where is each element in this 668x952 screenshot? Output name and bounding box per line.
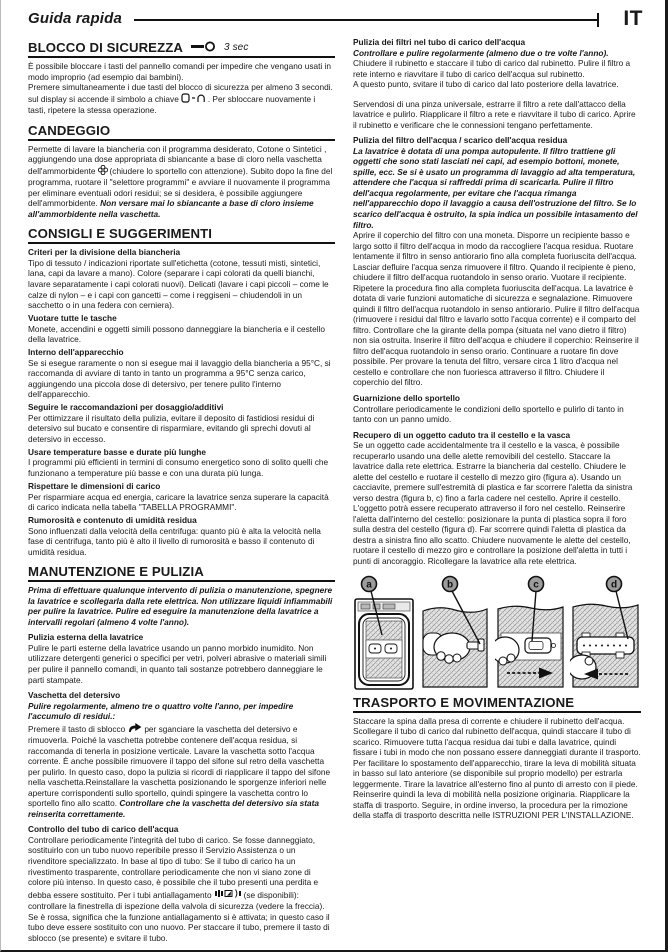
- subsection-heading: Guarnizione dello sportello: [353, 393, 460, 403]
- paragraph: Se un oggetto cade accidentalmente tra il cestello e la vasca, è possibile recuperarlo usando una delle alette removibili del cestello. Staccare la lavatrice dalla rete elettrica. Estrarre la biancheria dal cestello. Chiudere le alette del cestello e ruotare il cestello di mezzo giro (figura a). Usando un cacciavite, premere sull'estremità di plastica e far scorrere l'aletta da sinistra verso destra (figura b, c) fino a farla cadere nel cestello. Aprire il cestello. L'oggetto potrà essere recuperato attraverso il foro nel cestello. Reinserire l'aletta dall'interno del cestello: posizionare la punta di plastica sopra il foro sulla destra del cestello (figura d). Far scorrere quindi l'aletta di plastica da destra a sinistra fino allo scatto. Chiudere nuovamente le alette del cestello, ruotare il cestello di mezzo giro e controllare la posizione dell'aletta in tutti i punti di ancoraggio. Ricollegare la lavatrice alla rete elettrica.: [353, 440, 633, 566]
- paragraph-text: per sganciare la vaschetta del detersivo e rimuoverla. Poiché la vaschetta potrebbe contenere dell'acqua residua, si raccomanda di tenerla in posizione verticale. Lavare la vaschetta sotto l'acqua corrente. È anche possibile rimuovere il tappo del sifone sul retro della vaschetta per pulirlo. In questo caso, dopo la pulizia si ricordi di riapplicare il tappo del sifone nella vaschetta.Reinstallare la vaschetta posizionando le sporgenze inferiori nelle aperture corrispondenti sullo sportello, quindi spingere la vaschetta contro lo sportello fino allo scatto.: [28, 723, 331, 809]
- warning-paragraph: Prima di effettuare qualunque intervento di pulizia o manutenzione, spegnere la lavatrice e scollegarla dalla rete elettrica. Non utilizzare liquidi infiammabili per pulire la lavatrice. Pulire ed eseguire la manutenzione della lavatrice a intervalli regolari (almeno 4 volte l'anno).: [28, 585, 333, 627]
- paragraph: Per risparmiare acqua ed energia, caricare la lavatrice senza superare la capacità di carico indicata nella tabella "TABELLA PROGRAMMI".: [28, 491, 329, 513]
- curved-arrow-icon: [127, 722, 142, 736]
- figure-label-a: a: [366, 579, 372, 590]
- two-column-layout: [28, 37, 643, 943]
- subsection-heading: Recupero di un oggetto caduto tra il cestello e la vasca: [353, 429, 571, 440]
- paragraph: [28, 82, 335, 116]
- spacer: [353, 90, 641, 99]
- section-title-note: 3 sec: [224, 42, 249, 53]
- language-badge: IT: [623, 7, 643, 30]
- section-title-text: TRASPORTO E MOVIMENTAZIONE: [353, 694, 575, 710]
- section-title-trasporto: [353, 695, 641, 713]
- section-title-manutenzione: [28, 564, 335, 582]
- warning-text: Controllare che la vaschetta del detersivo sia stata reinserita correttamente.: [28, 798, 319, 819]
- antiflood-hose-icon: [214, 888, 242, 902]
- subsection-heading: Rumorosità e contenuto di umidità residua: [28, 515, 197, 526]
- warning-text: Non versare mai lo sbiancante a base di cloro insieme all'ammorbidente nella vaschetta.: [28, 198, 314, 219]
- paragraph-text: Controllare periodicamente l'integrità del tubo di carico. Se fosse danneggiato, sostituirlo con un tubo nuovo reperibile presso il Servizio Assistenza o un rivenditore specializzato. In base al tipo di tubo: Se il tubo di carico ha un rivestimento trasparente, controllare periodicamente che non vi siano zone di colore più intenso. In questo caso, è possibile che il tubo presenti una perdita e debba essere sostituito. Per i tubi antiallagamento: [28, 834, 319, 900]
- section-title-blocco-di-sicurezza: [28, 40, 335, 58]
- section-title-text: MANUTENZIONE E PULIZIA: [28, 564, 204, 580]
- paragraph-text: (chiudere lo sportello con attenzione). Subito dopo la fine del programma, ruotare il "selettore programmi" e avviare il nuovamente il programma per eliminare eventuali odori residui; se si desidera, è possibile aggiungere dell'ammorbidente.: [28, 165, 333, 209]
- figure-label-d: d: [610, 579, 618, 590]
- subsection-heading: Pulizia dei filtri nel tubo di carico dell'acqua: [353, 37, 526, 47]
- right-column: [353, 37, 641, 943]
- warning-paragraph: Controllare e pulire regolarmente (almeno due o tre volte l'anno).: [353, 47, 609, 58]
- paragraph: È possibile bloccare i tasti del pannello comandi per impedire che vengano usati in modo improprio (ad esempio dai bambini).: [28, 61, 332, 82]
- page-header: [28, 7, 643, 35]
- subsection-heading: Pulizia del filtro dell'acqua / scarico dell'acqua residua: [353, 135, 568, 146]
- key-icon: [190, 40, 217, 55]
- subsection-heading: Criteri per la divisione della biancheria: [28, 247, 181, 258]
- page-title: Guida rapida: [28, 10, 123, 27]
- subsection-heading: Seguire le raccomandazioni per dosaggio/additivi: [28, 402, 224, 413]
- paragraph: Tipo di tessuto / indicazioni riportate sull'etichetta (cotone, tessuti misti, sintetici, lana, capi da lavare a mano). Colore (separare i capi colorati da quelli bianchi, lavare separatamente i capi colorati nuovi). Delicati (lavare i capi piccoli – come le calze di nylon – e i capi con gancetti – come i reggiseni – chiudendoli in un sacchetto o in una federa con cerniera).: [28, 257, 329, 311]
- subsection-heading: Vaschetta del detersivo: [28, 690, 121, 701]
- paragraph-text: (se disponibili): controllare la finestrella di ispezione della valvola di sicurezza (vedere la freccia). Se è rossa, significa che la funzione antiallagamento si è attivata; in questo caso il tubo deve essere sostituito con uno nuovo. Per staccare il tubo, premere il tasto di sblocco (se presente) e svitare il tubo.: [28, 889, 330, 943]
- display-key-symbol-icon: [181, 93, 206, 106]
- section-title-text: BLOCCO DI SICUREZZA: [28, 40, 184, 55]
- figure-c-slide-right-illustration: [495, 575, 566, 691]
- section-title-text: CANDEGGIO: [28, 122, 111, 138]
- paragraph: Sono influenzati dalla velocità della centrifuga: quanto più è alta la velocità nella fase di centrifuga, tanto più è alto il livello di rumorosità e basso il contenuto di umidità residua.: [28, 525, 321, 557]
- paragraph: Se si esegue raramente o non si esegue mai il lavaggio della biancheria a 95°C, si raccomanda di avviare di tanto in tanto un programma a 95°C senza carico, aggiungendo una piccola dose di detersivo, per tenere pulito l'interno dell'apparecchio.: [28, 357, 331, 400]
- section-title-text: CONSIGLI E SUGGERIMENTI: [28, 226, 213, 242]
- paragraph-text: Permette di lavare la biancheria con il programma desiderato, Cotone o Sintetici , aggiungendo una dose appropriata di sbiancante a base di cloro nella vaschetta dell'ammorbidente: [28, 143, 327, 176]
- subsection-heading: Pulizia esterna della lavatrice: [28, 632, 144, 643]
- paragraph: Servendosi di una pinza universale, estrarre il filtro a rete dall'attacco della lavatrice e pulirlo. Riapplicare il filtro a rete e riavvitare il tubo di carico. Aprire il rubinetto e verificare che le connessioni tengano perfettamente.: [353, 98, 636, 130]
- subsection-heading: Interno dell'apparecchio: [28, 347, 124, 358]
- paragraph: Controllare periodicamente le condizioni dello sportello e pulirlo di tanto in tanto con un panno umido.: [353, 403, 624, 425]
- paragraph: [28, 722, 335, 820]
- paragraph: Monete, accendini e oggetti simili possono danneggiare la biancheria e il cestello della lavatrice.: [28, 323, 326, 345]
- warning-paragraph: Pulire regolarmente, almeno tre o quattro volte l'anno, per impedire l'accumulo di residui.:: [28, 700, 294, 722]
- subsection-heading: Usare temperature basse e durate più lunghe: [28, 446, 206, 457]
- paragraph: Aprire il coperchio del filtro con una moneta. Disporre un recipiente basso e largo sotto il filtro dell'acqua in modo da raccogliere l'acqua residua. Ruotare lentamente il filtro in senso antiorario fino alla completa fuoriuscita dell'acqua. Lasciar defluire l'acqua senza rimuovere il filtro. Quando il recipiente è pieno, chiudere il filtro dell'acqua ruotandolo in senso orario. Vuotare il recipiente. Ripetere la procedura fino alla completa fuoriuscita dell'acqua. La lavatrice è dotata di varie funzioni automatiche di sicurezza e segnalazione. Rimuovere quindi il filtro dell'acqua ruotandolo in senso antiorario. Pulire il filtro dell'acqua (rimuovere i residui dal filtro e lavarlo sotto l'acqua corrente) e il comparto del filtro. Controllare che la girante della pompa (situata nel vano dietro il filtro) non sia ostruita. Inserire il filtro dell'acqua e chiudere il coperchio: Reinserire il filtro dell'acqua ruotandolo in senso orario. Continuare a ruotare fin dove possibile. Per provare la tenuta del filtro, versare circa 1 litro d'acqua nel cestello e controllare che non fuoriesca attraverso il filtro. Chiudere il coperchio del filtro.: [353, 230, 640, 388]
- figure-label-b: b: [447, 579, 454, 590]
- warning-paragraph: La lavatrice è dotata di una pompa autopulente. Il filtro trattiene gli oggetti che sono stati lasciati nei capi, ad esempio bottoni, monete, spille, ecc. Se si è usato un programma di lavaggio ad alta temperatura, attendere che l'acqua si raffreddi prima di scaricarla. Pulire il filtro dell'acqua regolarmente, per evitare che l'acqua rimanga nell'apparecchio dopo il lavaggio a causa dell'ostruzione del filtro. Se lo scarico dell'acqua è ostruito, la spia indica un possibile intasamento del filtro.: [353, 145, 638, 230]
- left-column: [28, 37, 335, 943]
- paragraph-text: Premere simultaneamente i due tasti del blocco di sicurezza per almeno 3 secondi. sul display si accende il simbolo a chiave: [28, 82, 333, 104]
- paragraph: Per ottimizzare il risultato della pulizia, evitare il deposito di fastidiosi residui di detersivo sul bucato e consentire di risparmiare, evitando gli sprechi dovuti al detersivo in eccesso.: [28, 412, 315, 444]
- header-rule: [134, 19, 599, 21]
- section-title-consigli: [28, 226, 335, 244]
- paragraph: A questo punto, svitare il tubo di carico dal lato posteriore della lavatrice.: [353, 79, 619, 90]
- figure-strip: [353, 575, 641, 691]
- subsection-heading: Controllo del tubo di carico dell'acqua: [28, 824, 179, 835]
- paragraph: Staccare la spina dalla presa di corrente e chiudere il rubinetto dell'acqua. Scollegare il tubo di carico dal rubinetto dell'acqua, quindi staccare il tubo di scarico. Rimuovere tutta l'acqua residua dai tubi e dalla lavatrice, quindi fissare i tubi in modo che non possano essere danneggiati durante il trasporto. Per facilitare lo spostamento dell'apparecchio, tirare la leva di mobilità situata in basso sul lato anteriore (se disponibile sul proprio modello) per estrarla leggermente. Tirare la lavatrice all'esterno fino al punto di arresto con il piede. Reinserire quindi la leva di mobilità nella posizione originaria. Riapplicare la staffa di trasporto. Seguire, in ordine inverso, la procedura per la rimozione della staffa di trasporto descritta nelle ISTRUZIONI PER L'INSTALLAZIONE.: [353, 715, 641, 821]
- figure-d-slide-left-illustration: [570, 575, 641, 691]
- paragraph: Pulire le parti esterne della lavatrice usando un panno morbido inumidito. Non utilizzare detergenti generici o specifici per vetri, polveri abrasive o materiali simili per pulire il pannello comandi, in quanto tali sostanze potrebbero danneggiare le parti stampate.: [28, 642, 327, 685]
- figure-label-c: c: [532, 579, 539, 590]
- paragraph: Chiudere il rubinetto e staccare il tubo di carico dal rubinetto. Pulire il filtro a rete interno e riavvitare il tubo di carico dell'acqua sul rubinetto.: [353, 58, 631, 79]
- subsection-heading: Rispettare le dimensioni di carico: [28, 481, 161, 492]
- flower-icon: [98, 165, 108, 178]
- paragraph: [28, 835, 335, 943]
- paragraph: I programmi più efficienti in termini di consumo energetico sono di solito quelli che funzionano a temperature più basse e con una durata più lunga.: [28, 457, 329, 478]
- section-title-candeggio: [28, 123, 335, 141]
- paragraph: [28, 144, 335, 220]
- subsection-heading: Vuotare tutte le tasche: [28, 313, 117, 324]
- paragraph-text: . Per sbloccare nuovamente i tasti, ripetere la stessa operazione.: [28, 93, 316, 116]
- paragraph-text: Premere il tasto di sblocco: [28, 723, 126, 734]
- figure-a-washer-front-illustration: [353, 575, 415, 691]
- figure-b-hand-press-illustration: [419, 575, 490, 691]
